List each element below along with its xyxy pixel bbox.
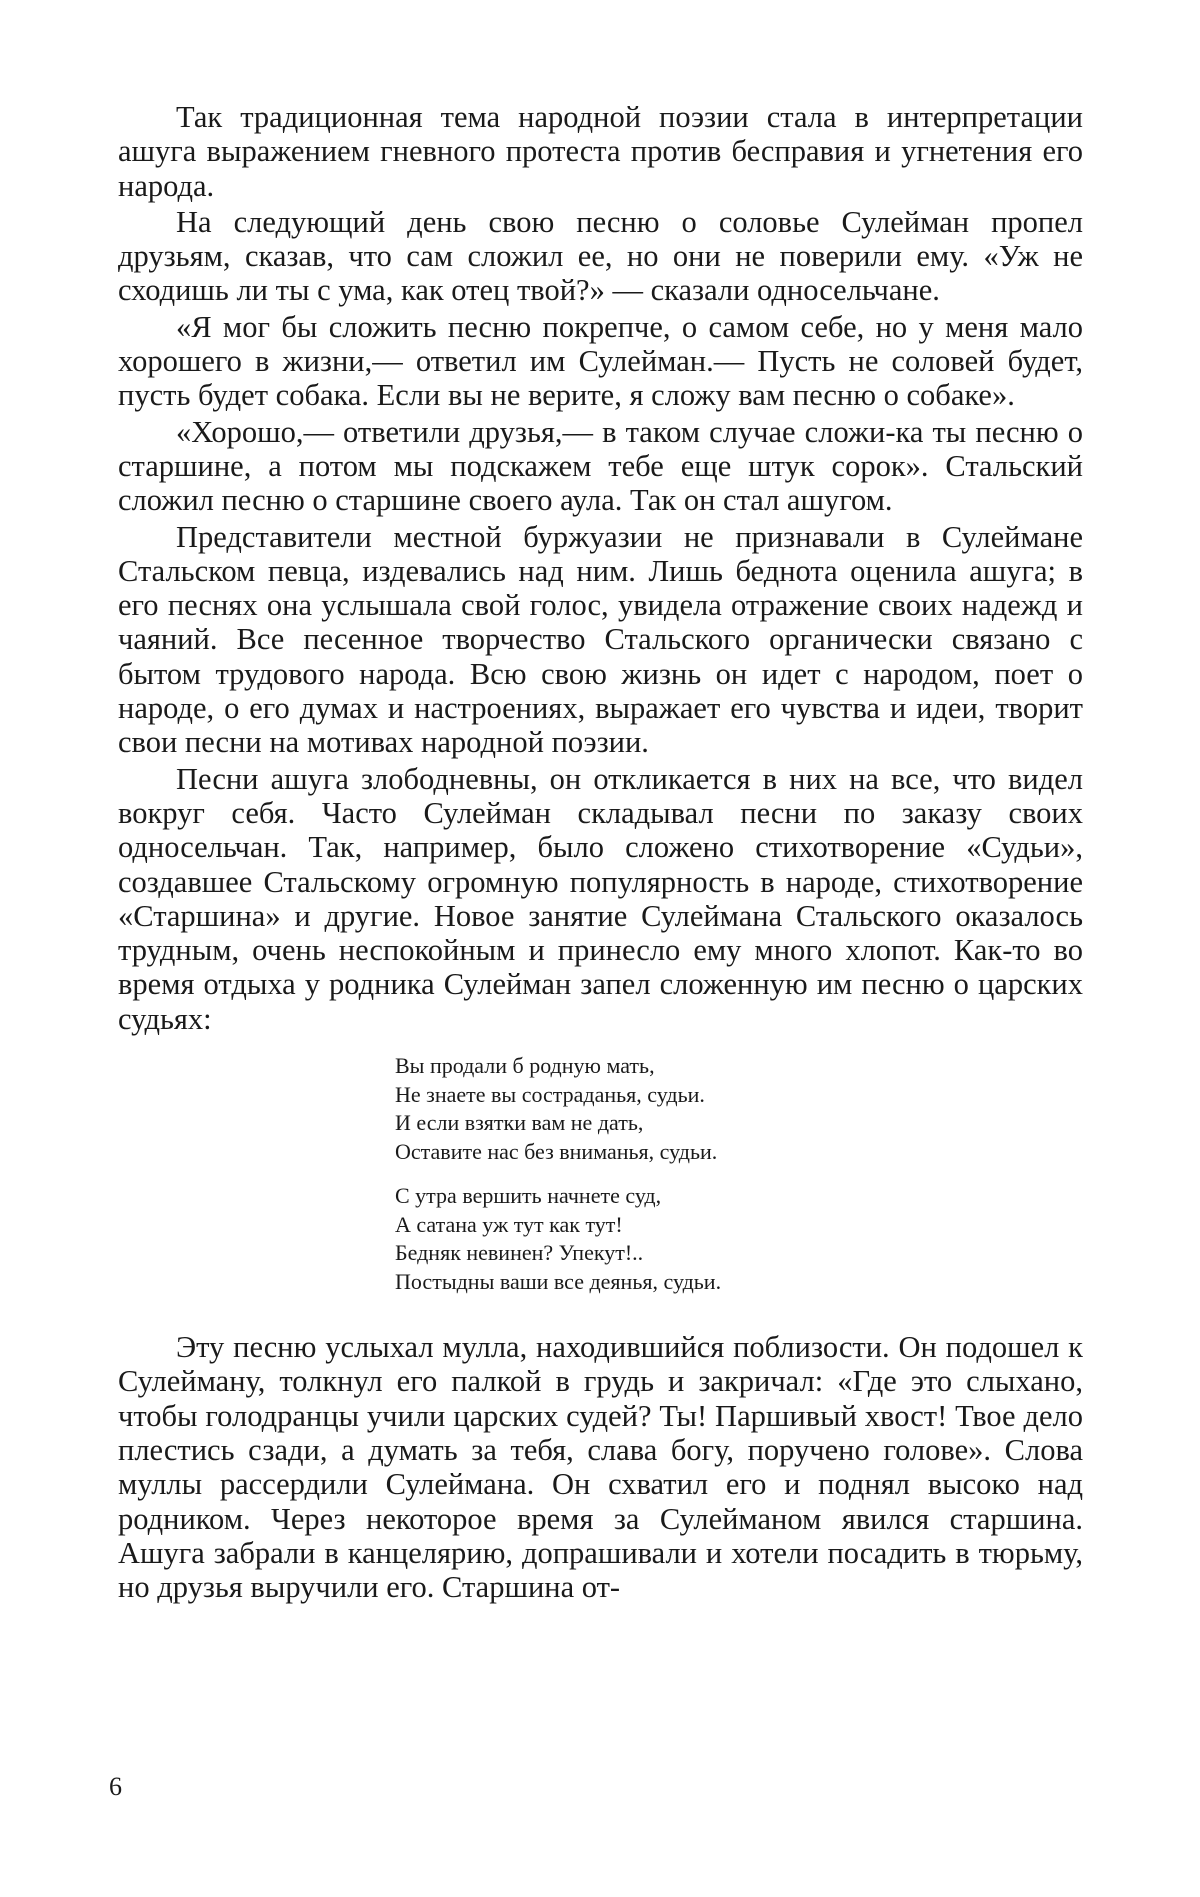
stanza [395, 1182, 1083, 1296]
verse-line: Оставите нас без вниманья, судьи. [395, 1138, 718, 1164]
paragraph: «Хорошо,— ответили друзья,— в таком случае сложи-ка ты песню о старшине, а потом мы подскажем тебе еще штук сорок». Стальский сложил песню о старшине своего аула. Так он стал ашугом. [118, 414, 1083, 518]
verse-line: А сатана уж тут как тут! [395, 1211, 623, 1237]
verse-line: Постыдны ваши все деянья, судьи. [395, 1268, 722, 1294]
paragraph: Так традиционная тема народной поэзии стала в интерпретации ашуга выражением гневного протеста против бесправия и угнетения его народа. [118, 100, 1083, 203]
body-text [118, 100, 1083, 1604]
verse-line: Бедняк невинен? Упекут!.. [395, 1240, 644, 1266]
poem-verse [395, 1052, 1083, 1296]
stanza [395, 1052, 1083, 1166]
paragraph: Эту песню услыхал мулла, находившийся поблизости. Он подошел к Сулейману, толкнул его палкой в грудь и закричал: «Где это слыхано, чтобы голодранцы учили царских судей? Ты! Паршивый хвост! Твое дело плестись сзади, а думать за тебя, слава богу, поручено голове». Слова муллы рассердили Сулеймана. Он схватил его и поднял высоко над родником. Через некоторое время за Сулейманом явился старшина. Ашуга забрали в канцелярию, допрашивали и хотели посадить в тюрьму, но друзья выручили его. Старшина от- [118, 1330, 1083, 1605]
paragraph: Представители местной буржуазии не признавали в Сулеймане Стальском певца, издевались над ним. Лишь беднота оценила ашуга; в его песнях она услышала свой голос, увидела отражение своих надежд и чаяний. Все песенное творчество Стальского органически связано с бытом трудового народа. Всю свою жизнь он идет с народом, поет о народе, о его думах и настроениях, выражает его чувства и идеи, творит свои песни на мотивах народной поэзии. [118, 519, 1083, 760]
verse-line: Вы продали б родную мать, [395, 1053, 655, 1079]
paragraph: «Я мог бы сложить песню покрепче, о самом себе, но у меня мало хорошего в жизни,— ответил им Сулейман.— Пусть не соловей будет, пусть будет собака. Если вы не верите, я сложу вам песню о собаке». [118, 309, 1083, 413]
paragraph: На следующий день свою песню о соловье Сулейман пропел друзьям, сказав, что сам сложил ее, но они не поверили ему. «Уж не сходишь ли ты с ума, как отец твой?» — сказали односельчане. [118, 204, 1083, 308]
verse-line: И если взятки вам не дать, [395, 1110, 644, 1136]
paragraph: Песни ашуга злободневны, он откликается в них на все, что видел вокруг себя. Часто Сулейман складывал песни по заказу своих односельчан. Так, например, было сложено стихотворение «Судьи», создавшее Стальскому огромную популярность в народе, стихотворение «Старшина» и другие. Новое занятие Сулеймана Стальского оказалось трудным, очень неспокойным и принесло ему много хлопот. Как-то во время отдыха у родника Сулейман запел сложенную им песню о царских судьях: [118, 761, 1083, 1036]
page-number: 6 [109, 1772, 122, 1801]
verse-line: С утра вершить начнете суд, [395, 1183, 662, 1209]
verse-line: Не знаете вы состраданья, судьи. [395, 1081, 705, 1107]
